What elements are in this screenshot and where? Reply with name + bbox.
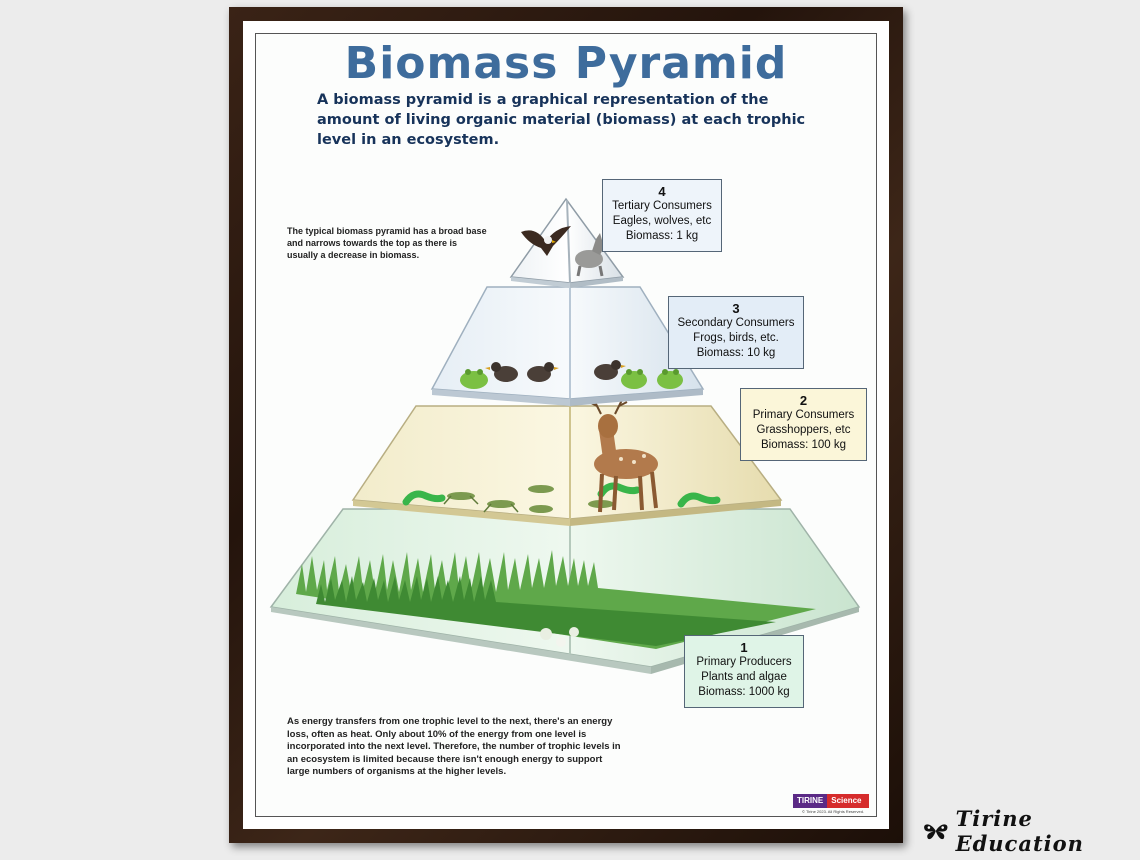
logo-part-1: TIRINE: [793, 794, 827, 808]
copyright-text: © Tirine 2023. All Rights Reserved.: [801, 809, 865, 814]
pyramid-level-2: [353, 406, 781, 526]
level-number: 2: [799, 393, 808, 408]
publisher-logo: [793, 794, 869, 808]
level-name: Tertiary Consumers: [612, 200, 712, 212]
frame-mat: [243, 21, 889, 829]
intro-text: A biomass pyramid is a graphical representation of the amount of living organic material (biomass) at each trophic level in an ecosystem.: [317, 92, 806, 148]
level-biomass: Biomass: 100 kg: [760, 439, 846, 451]
poster-title: Biomass Pyramid: [344, 38, 788, 89]
label-level-2: [740, 388, 867, 461]
label-level-1: [684, 635, 804, 708]
level-number: 4: [658, 184, 666, 199]
poster: [255, 33, 877, 817]
level-number: 3: [732, 301, 740, 316]
label-level-4: [602, 179, 722, 252]
level-name: Primary Consumers: [752, 409, 855, 421]
level-examples: Plants and algae: [701, 671, 787, 683]
logo-part-2: Science: [827, 794, 869, 808]
butterfly-icon: [922, 820, 950, 842]
level-number: 1: [740, 640, 748, 655]
level-biomass: Biomass: 1000 kg: [698, 686, 790, 698]
level-name: Primary Producers: [696, 656, 792, 668]
level-biomass: Biomass: 10 kg: [696, 347, 776, 359]
level-examples: Eagles, wolves, etc: [612, 215, 712, 227]
brand-mark: [922, 806, 1140, 856]
brand-name: Tirine Education: [955, 806, 1084, 856]
pyramid-shape-note: The typical biomass pyramid has a broad base and narrows towards the top as there is usually a decrease in biomass.: [287, 226, 487, 260]
label-level-3: [668, 296, 804, 369]
level-examples: Frogs, birds, etc.: [693, 332, 779, 344]
level-examples: Grasshoppers, etc: [756, 424, 851, 436]
picture-frame: [229, 7, 903, 843]
level-name: Secondary Consumers: [677, 317, 795, 329]
level-biomass: Biomass: 1 kg: [625, 230, 699, 242]
energy-transfer-note: As energy transfers from one trophic level to the next, there's an energy loss, often as heat. Only about 10% of the energy from one level is incorporated into the next level. Therefore, the number of trophic levels in an ecosystem is limited because there isn't enough energy to support large numbers of organisms at the higher levels.: [287, 716, 621, 778]
